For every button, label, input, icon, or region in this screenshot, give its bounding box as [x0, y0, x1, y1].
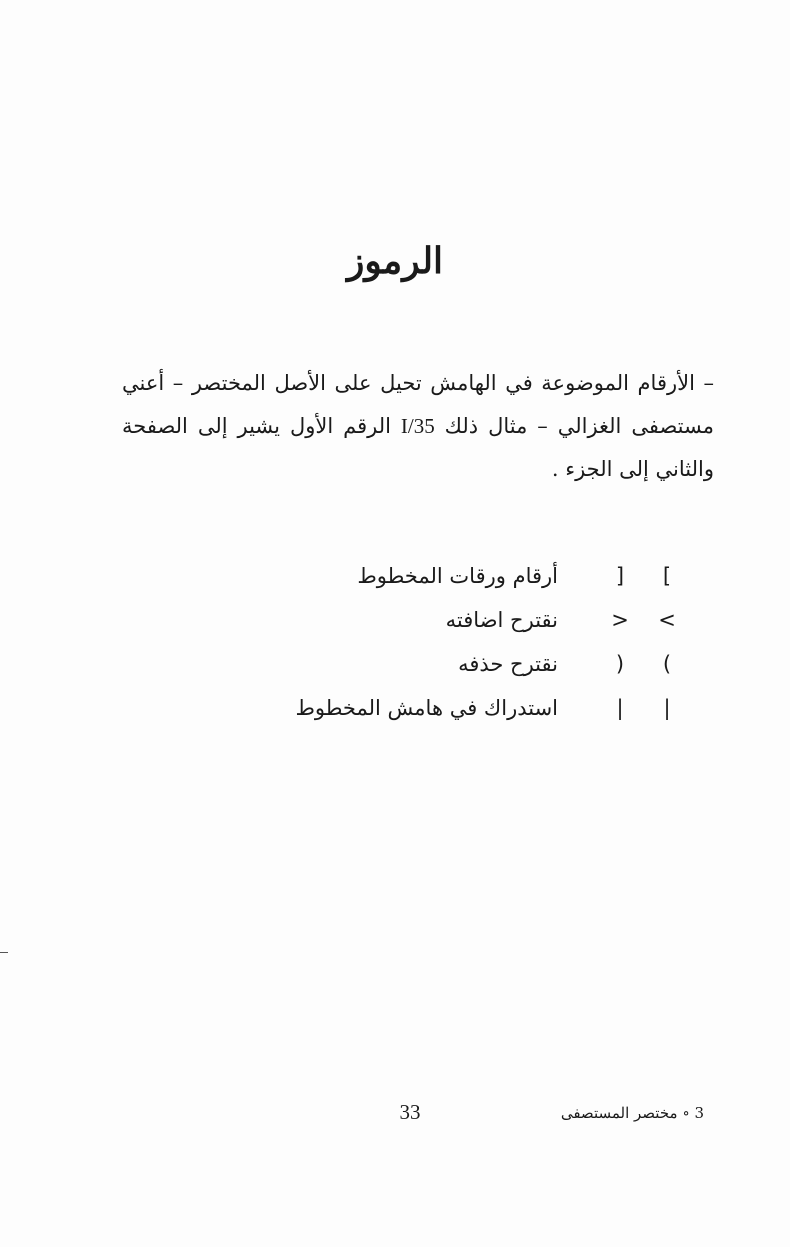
symbol-open: <: [658, 608, 676, 632]
intro-paragraph: [122, 362, 714, 491]
symbol-meaning: استدراك في هامش المخطوط: [295, 696, 558, 720]
symbol-open: (: [662, 652, 672, 676]
symbol-row: [0, 688, 790, 732]
symbol-close: |: [616, 696, 624, 720]
symbols-list: [0, 556, 790, 732]
symbol-row: [0, 600, 790, 644]
symbol-row: [0, 644, 790, 688]
symbol-open: [: [662, 564, 672, 588]
signature-mark: 3 ∘ مختصر المستصفى: [560, 1104, 704, 1122]
symbol-meaning: نقترح حذفه: [458, 652, 558, 676]
symbol-meaning: أرقام ورقات المخطوط: [357, 564, 558, 588]
intro-text-after: الرقم الأول يشير إلى الصفحة والثاني إلى الجزء .: [122, 414, 714, 481]
margin-tick: [0, 952, 8, 953]
intro-example-reference: I/35: [400, 414, 435, 438]
page-number: 33: [399, 1100, 421, 1124]
symbol-close: ]: [615, 564, 625, 588]
symbol-close: ): [615, 652, 625, 676]
symbol-meaning: نقترح اضافته: [445, 608, 558, 632]
page-title: الرموز: [346, 240, 444, 282]
symbol-row: [0, 556, 790, 600]
symbol-open: |: [663, 696, 671, 720]
intro-text-before: – الأرقام الموضوعة في الهامش تحيل على الأصل المختصر – أعني مستصفى الغزالي – مثال ذلك: [122, 371, 714, 438]
symbol-close: >: [611, 608, 629, 632]
